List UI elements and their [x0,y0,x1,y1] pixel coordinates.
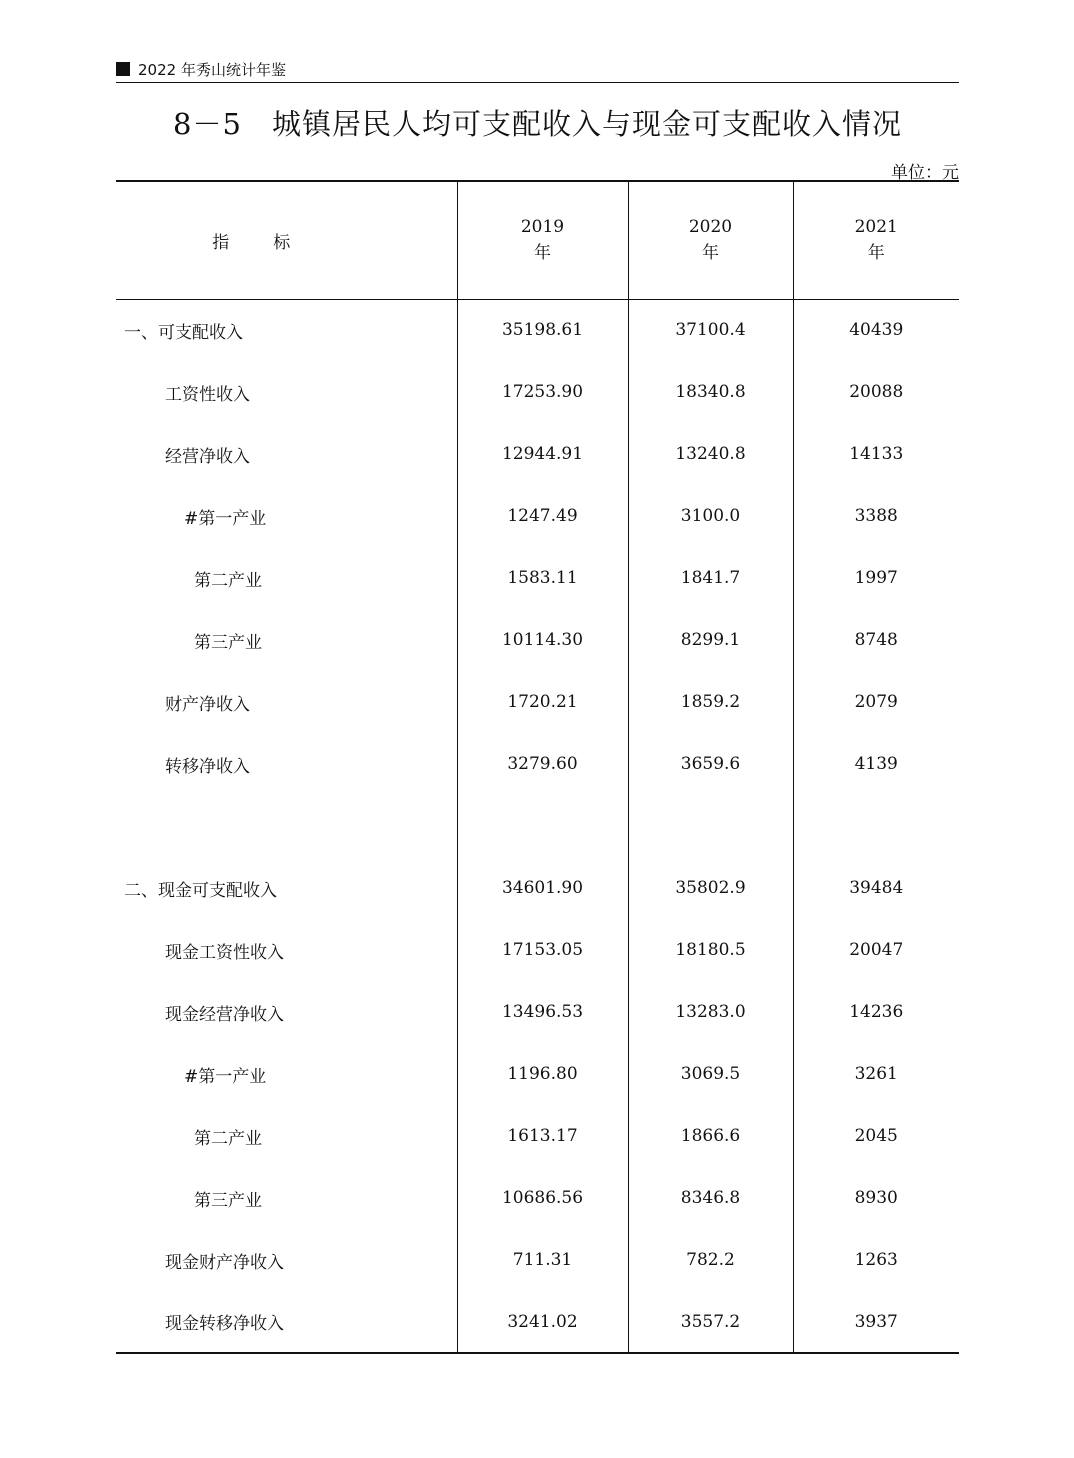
table-row [116,361,959,423]
table-row [116,485,959,547]
cell-2019: 3241.02 [457,1291,628,1353]
row-label: 经营净收入 [165,446,250,467]
cell-2019: 17253.90 [457,361,628,423]
cell-2021: 40439 [793,299,959,361]
cell-2019: 34601.90 [457,857,628,919]
cell-2021: 20047 [793,919,959,981]
table-row [116,299,959,361]
table-row [116,671,959,733]
row-label: 现金转移净收入 [116,1291,457,1353]
row-label: 一、可支配收入 [124,322,243,343]
cell-2021: 2045 [793,1105,959,1167]
table-spacer-row [116,795,959,857]
table-header-row [116,181,959,299]
row-label: 现金财产净收入 [165,1252,284,1273]
table-row [116,1229,959,1291]
table-row [116,733,959,795]
year-header-2020: 2020 年 [628,181,793,299]
cell-2019: 12944.91 [457,423,628,485]
table-row [116,1167,959,1229]
cell-2019: 3279.60 [457,733,628,795]
cell-2021: 1263 [793,1229,959,1291]
cell-2021: 14236 [793,981,959,1043]
cell-2019: 1583.11 [457,547,628,609]
row-label: #第一产业 [184,1066,267,1087]
cell-2019: 13496.53 [457,981,628,1043]
running-head [116,58,286,80]
cell-2019: 1720.21 [457,671,628,733]
cell-2021: 1997 [793,547,959,609]
cell-2020: 3659.6 [628,733,793,795]
income-table [116,180,959,1354]
cell-2020: 13240.8 [628,423,793,485]
table-row [116,981,959,1043]
year-header-2021: 2021 年 [793,181,959,299]
cell-2021: 4139 [793,733,959,795]
cell-2020: 1866.6 [628,1105,793,1167]
cell-2019: 10114.30 [457,609,628,671]
cell-2019: 17153.05 [457,919,628,981]
cell-2021: 8930 [793,1167,959,1229]
page-title [116,102,959,143]
row-label: 第二产业 [194,570,262,591]
cell-2020: 1841.7 [628,547,793,609]
cell-2020: 18340.8 [628,361,793,423]
table-row [116,857,959,919]
running-title: 2022 年秀山统计年鉴 [138,60,286,79]
table-row [116,609,959,671]
cell-2020: 37100.4 [628,299,793,361]
cell-2021: 2079 [793,671,959,733]
cell-2021: 8748 [793,609,959,671]
row-label: 工资性收入 [165,384,250,405]
indicator-header: 指 标 [116,181,457,299]
row-label: 转移净收入 [165,756,250,777]
cell-2021: 3937 [793,1291,959,1353]
table-title: 城镇居民人均可支配收入与现金可支配收入情况 [271,107,902,141]
cell-2020: 1859.2 [628,671,793,733]
table-row [116,423,959,485]
year-header-2019: 2019 年 [457,181,628,299]
table-row [116,1043,959,1105]
cell-2020: 13283.0 [628,981,793,1043]
row-label: 现金工资性收入 [165,942,284,963]
row-label: 第二产业 [194,1128,262,1149]
cell-2019: 1196.80 [457,1043,628,1105]
table-number: 8－5 [173,107,242,141]
table-row [116,1291,959,1353]
cell-2019: 711.31 [457,1229,628,1291]
row-label: #第一产业 [184,508,267,529]
cell-2020: 8299.1 [628,609,793,671]
table-row [116,547,959,609]
cell-2021: 39484 [793,857,959,919]
cell-2020: 8346.8 [628,1167,793,1229]
cell-2019: 1247.49 [457,485,628,547]
cell-2019: 1613.17 [457,1105,628,1167]
unit-label: 单位：元 [891,163,959,183]
cell-2020: 3069.5 [628,1043,793,1105]
row-label: 第三产业 [194,632,262,653]
black-square-icon [116,62,130,76]
table-row [116,1105,959,1167]
row-label: 第三产业 [194,1190,262,1211]
header-rule [116,82,959,83]
table-row [116,919,959,981]
cell-2020: 35802.9 [628,857,793,919]
cell-2019: 35198.61 [457,299,628,361]
cell-2020: 3557.2 [628,1291,793,1353]
row-label: 财产净收入 [165,694,250,715]
cell-2021: 20088 [793,361,959,423]
cell-2020: 18180.5 [628,919,793,981]
row-label: 二、现金可支配收入 [124,880,277,901]
row-label: 现金经营净收入 [165,1004,284,1025]
cell-2019: 10686.56 [457,1167,628,1229]
cell-2021: 3261 [793,1043,959,1105]
cell-2020: 782.2 [628,1229,793,1291]
cell-2021: 14133 [793,423,959,485]
cell-2020: 3100.0 [628,485,793,547]
cell-2021: 3388 [793,485,959,547]
